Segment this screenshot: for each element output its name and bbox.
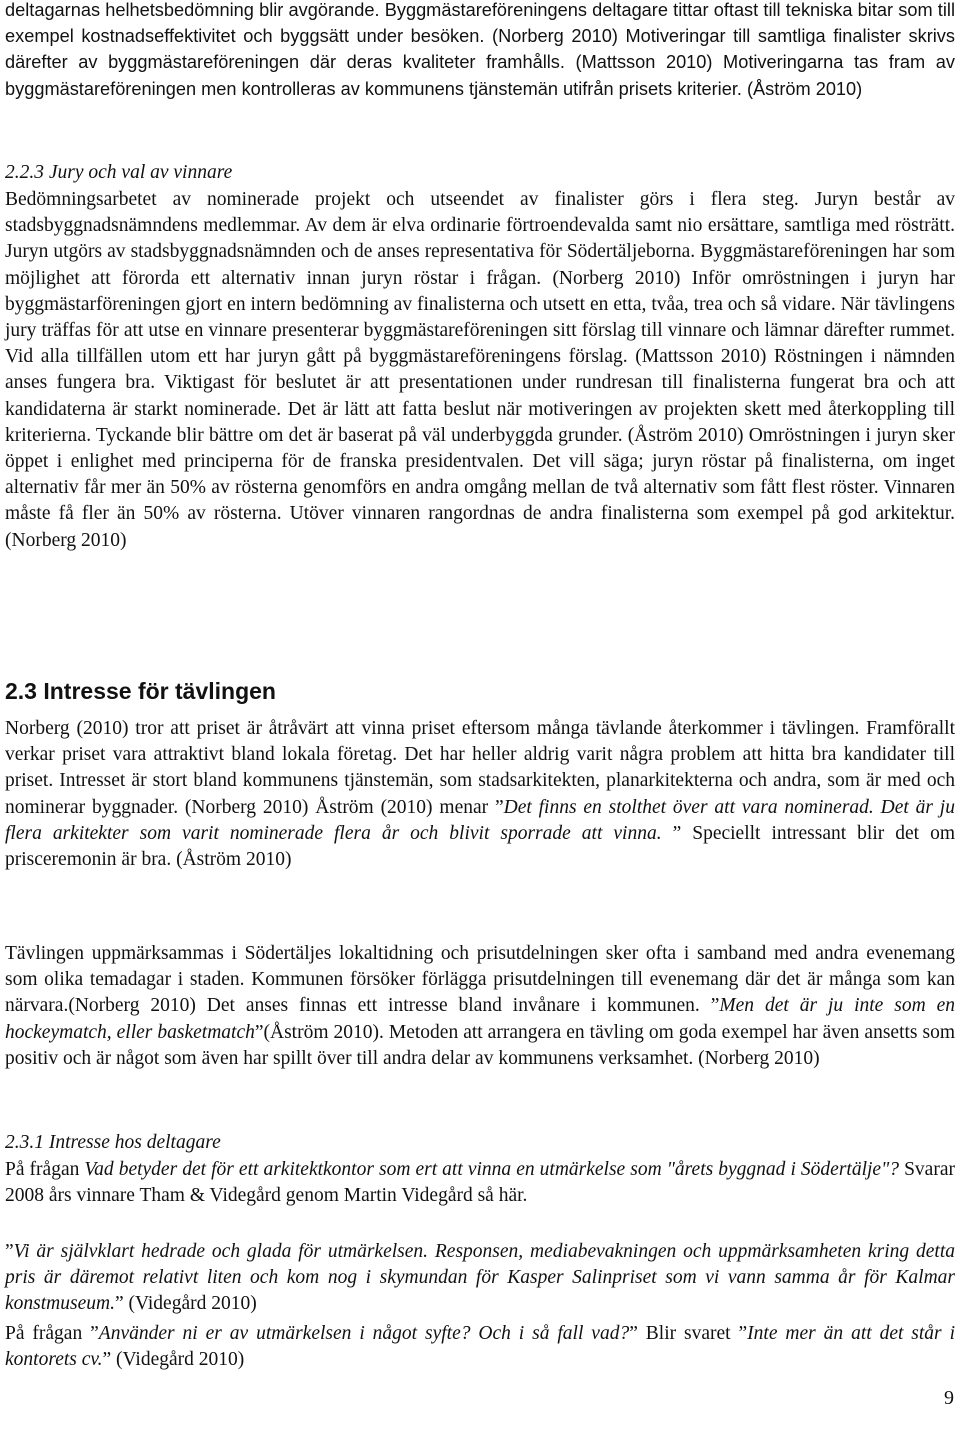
paragraph-last-mid: ” Blir svaret ”: [629, 1323, 748, 1344]
quote-close-citation: ” (Videgård 2010): [114, 1293, 257, 1315]
paragraph-intro: [5, 0, 955, 102]
paragraph-jury: Bedömningsarbetet av nominerade projekt och utseendet av finalister görs i flera steg. Juryn består av stadsbyggnadsnämndens medlemmar. Av dem är elva ordinarie förtroendevalda samt nio ersättare, samtliga med rösträtt. Juryn utgörs av stadsbyggnadsnämnden och de anses representativa för Södertäljeborna. Byggmästareföreningen har som möjlighet att förorda ett alternativ innan juryn röstar i frågan. (Norberg 2010) Inför omröstningen i juryn har byggmästarföreningen gjort en intern bedömning av finalisterna och utsett en etta, tvåa, trea och så vidare. När tävlingens jury träffas för att utse en vinnare presenterar byggmästareföreningen sitt förslag till vinnare och lämnar därefter rummet. Vid alla tillfällen utom ett har juryn gått på byggmästareföreningens förslag. (Mattsson 2010) Röstningen i nämnden anses fungera bra. Viktigast för beslutet är att presentationen under rundresan till finalisterna fungerat bra och att kandidaterna är starkt nominerade. Det är lätt att fatta beslut när motiveringen av projekten skett med återkoppling till kriterierna. Tyckande blir bättre om det är baserat på väl underbyggda grunder. (Åström 2010) Omröstningen i juryn sker öppet i enlighet med principerna för de franska presidentvalen. Det vill säga; juryn röstar på finalisterna, om inget alternativ får mer än 50% av rösterna genomförs en andra omgång mellan de två alternativ som fått flest röster. Vinnaren måste få fler än 50% av rösterna. Utöver vinnaren rangordnas de andra finalisterna som exempel på god arkitektur. (Norberg 2010): [5, 189, 955, 551]
paragraph-quote: [5, 1239, 955, 1318]
quote-hockeymatch: Men det är ju inte som en hockeymatch, eller basketmatch: [5, 995, 955, 1043]
paragraph-attention-end: ”(Åström 2010). Metoden att arrangera en tävling om goda exempel har även ansetts som positiv och är något som även har spillt över till andra delar av kommunens verksamhet. (Norberg 2010): [5, 1021, 955, 1069]
quote-open-mark: ”: [5, 1241, 14, 1262]
paragraph-interest: [5, 716, 955, 873]
quote-stolthet: Det finns en stolthet över att vara nominerad. Det är ju flera arkitekter som varit nominerade flera år och blivit sporrade att vinna.: [5, 796, 955, 844]
paragraph-interest-end: ” Speciellt intressant blir det om prisceremonin är bra. (Åström 2010): [5, 822, 955, 871]
paragraph-question: [5, 1157, 955, 1209]
answer-cv: Inte mer än att det står i kontorets cv.: [5, 1323, 955, 1371]
paragraph-interest-text: Norberg (2010) tror att priset är åtråvärt att vinna priset eftersom många tävlande återkommer i tävlingen. Framförallt verkar priset vara attraktivt bland lokala företag. Det har heller aldrig varit några problem att hitta bra kandidater till priset. Intresset är stort bland kommunens tjänstemän, som stadsarkitekten, planarkitekterna och andra, som är med och nominerar byggnader. (Norberg 2010) Åström (2010) menar ”: [5, 718, 955, 818]
question-usage: Använder ni er av utmärkelsen i något syfte? Och i så fall vad?: [98, 1323, 630, 1344]
question-text: Vad betyder det för ett arkitektkontor som ert att vinna en utmärkelse som "årets byggnad i Södertälje"?: [84, 1159, 900, 1180]
paragraph-last: [5, 1321, 955, 1373]
heading-2-3: 2.3 Intresse för tävlingen: [5, 678, 276, 704]
paragraph-attention: [5, 941, 955, 1072]
paragraph-intro-part1: deltagarnas helhetsbedömning blir avgörande. Byggmästareföreningens deltagare tittar oftast till tekniska bitar som till exempel kostnadseffektivitet och byggsätt under besöken. (Norberg 2010) Motiveringar till samtliga finalister skrivs därefter av byggmästareföreningen där deras kvaliteter framhålls.: [5, 0, 955, 73]
paragraph-attention-text: Tävlingen uppmärksammas i Södertäljes lokaltidning och prisutdelningen sker ofta i samband med andra evenemang som olika temadagar i staden. Kommunen försöker förlägga prisutdelningen till evenemang där det är många som kan närvara.(Norberg 2010) Det anses finnas ett intresse bland invånare i kommunen. ”: [5, 943, 955, 1017]
page-number: 9: [944, 1387, 954, 1409]
paragraph-intro-part2: (Mattsson 2010) Motiveringarna tas fram av byggmästareföreningen men kontrolleras av kommunens tjänstemän utifrån prisets kriterier. (Åström 2010): [5, 52, 955, 99]
paragraph-question-post: Svarar 2008 års vinnare Tham & Videgård genom Martin Videgård så här.: [5, 1159, 955, 1207]
heading-2-2-3: 2.2.3 Jury och val av vinnare: [5, 162, 233, 183]
quote-videgard: Vi är självklart hedrade och glada för utmärkelsen. Responsen, mediabevakningen och uppmärksamheten kring detta pris är däremot relativt liten och kom nog i skymundan för Kasper Salinpriset som vi vann samma år för Kalmar konstmuseum.: [5, 1241, 955, 1315]
paragraph-last-end: ” (Videgård 2010): [102, 1349, 245, 1371]
paragraph-last-pre: På frågan ”: [5, 1323, 99, 1344]
heading-2-3-1: 2.3.1 Intresse hos deltagare: [5, 1132, 221, 1153]
paragraph-question-pre: På frågan: [5, 1159, 85, 1180]
